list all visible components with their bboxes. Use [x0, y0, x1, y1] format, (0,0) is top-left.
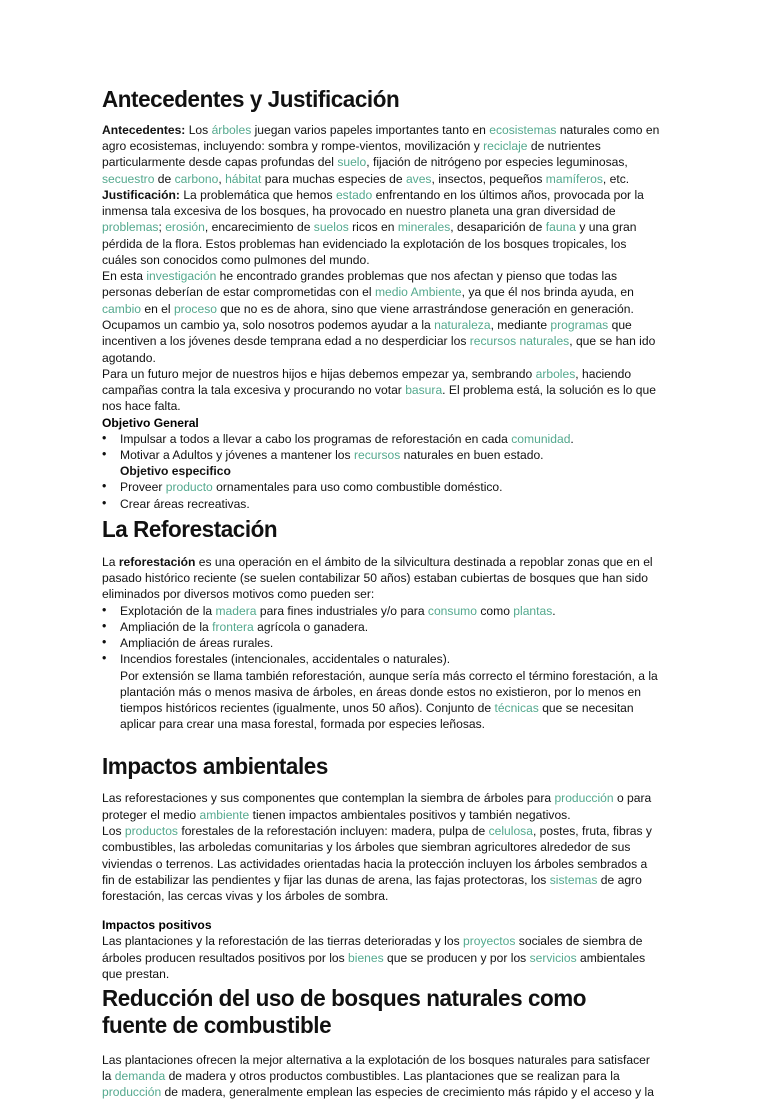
link-carbono[interactable]: carbono [174, 171, 219, 186]
paragraph-impactos-2 [102, 823, 660, 904]
link-bienes[interactable]: bienes [348, 950, 384, 965]
paragraph-reforestacion-closing [120, 668, 660, 733]
text-run: en el [141, 301, 174, 316]
heading-impactos-ambientales: Impactos ambientales [102, 752, 328, 779]
text-run: que se necesitan aplicar para crear una masa forestal, formada por especies leñosas. [120, 701, 634, 732]
text-run: Proveer [120, 480, 166, 495]
link-ambiente[interactable]: ambiente [199, 807, 250, 822]
paragraph-justificacion-3 [102, 317, 660, 366]
text-run: que no es de ahora, sino que viene arrastrándose generación en generación. [216, 301, 634, 316]
text-run: . [552, 603, 556, 618]
text-run: de madera y otros productos combustibles. Las plantaciones que se realizan para la [165, 1069, 620, 1084]
text-run: , desaparición de [450, 220, 546, 235]
text-run: o para proteger el medio [102, 791, 652, 822]
link-frontera[interactable]: frontera [212, 619, 254, 634]
text-run: Los [102, 823, 125, 838]
paragraph-impactos-1 [102, 790, 660, 823]
text-run: ; [158, 220, 166, 235]
text-run: , insectos, pequeños [431, 171, 546, 186]
paragraph-antecedentes [102, 122, 660, 187]
text-run: , encarecimiento de [204, 220, 314, 235]
list-item [120, 603, 660, 619]
link-suelo[interactable]: suelo [337, 155, 367, 170]
link-celulosa[interactable]: celulosa [488, 823, 533, 838]
text-run: y una gran pérdida de la flora. Estos problemas han evidenciado la explotación de los bosques tropicales, los cuáles son conocidos como pulmones del mundo. [102, 220, 637, 267]
link-cambio[interactable]: cambio [102, 301, 141, 316]
justificacion-label: Justificación: [102, 187, 180, 202]
text-run: Motivar a Adultos y jóvenes a mantener los [120, 447, 354, 462]
link-reciclaje[interactable]: reciclaje [483, 139, 528, 154]
text-run: para fines industriales y/o para [256, 603, 428, 618]
paragraph-reforestacion-intro [102, 554, 660, 603]
text-run: , ya que él nos brinda ayuda, en [461, 285, 634, 300]
text-run: que se producen y por los [383, 950, 530, 965]
list-item [120, 635, 660, 651]
link-recursos[interactable]: recursos [353, 447, 401, 462]
text-run: , haciendo campañas contra la tala excesiva y procurando no votar [102, 366, 632, 398]
link-servicios[interactable]: servicios [529, 950, 577, 965]
link-mamiferos[interactable]: mamíferos [545, 171, 603, 186]
text-run: he encontrado grandes problemas que nos afectan y pienso que todas las personas deberían de estar comprometidas con el [102, 269, 618, 300]
text-run: Los [185, 122, 212, 137]
paragraph-impactos-positivos [102, 933, 660, 982]
link-medio-ambiente[interactable]: medio Ambiente [374, 285, 462, 300]
text-run: como [476, 603, 514, 618]
text-run: para muchas especies de [261, 171, 406, 186]
text-run: , [218, 171, 226, 186]
link-produccion[interactable]: producción [554, 791, 614, 806]
text-run: , etc. [602, 171, 630, 186]
document-body [102, 86, 660, 1101]
list-item [120, 479, 660, 495]
objetivos-list [102, 431, 660, 512]
text-run: . [570, 431, 574, 446]
text-run: de nutrientes particularmente desde capas profundas del [102, 139, 601, 170]
link-arboles-2[interactable]: arboles [535, 366, 576, 381]
heading-objetivo-general: Objetivo General [102, 415, 199, 430]
text-run: de [154, 171, 175, 186]
paragraph-justificacion-4 [102, 366, 660, 415]
text-run: Ampliación de áreas rurales. [120, 636, 274, 651]
heading-reduccion-uso-bosques: Reducción del uso de bosques naturales como fuente de combustible [102, 985, 587, 1038]
text-run: En esta [102, 269, 147, 284]
link-produccion-2[interactable]: producción [102, 1085, 162, 1100]
link-sistemas[interactable]: sistemas [549, 872, 598, 887]
text-run: de madera, generalmente emplean las especies de crecimiento más rápido y el acceso y la [161, 1085, 654, 1100]
text-run: . El problema está, la solución es lo que nos hace falta. [102, 383, 656, 414]
link-programas[interactable]: programas [550, 317, 609, 332]
link-erosion[interactable]: erosión [165, 220, 205, 235]
text-run: Para un futuro mejor de nuestros hijos e hijas debemos empezar ya, sembrando [102, 366, 536, 381]
text-run: Incendios forestales (intencionales, accidentales o naturales). [120, 652, 451, 667]
link-basura[interactable]: basura [405, 383, 443, 398]
text-run: de agro forestación, las cercas vivas y los árboles de sombra. [102, 872, 642, 904]
text-run: Las plantaciones ofrecen la mejor alternativa a la explotación de los bosques naturales para satisfacer la [102, 1052, 650, 1084]
text-run: que incentiven a los jóvenes desde temprana edad a no desperdiciar los [102, 317, 632, 349]
list-item [120, 496, 660, 512]
heading-objetivo-especifico: Objetivo especifico [120, 464, 231, 479]
link-aves[interactable]: aves [405, 171, 432, 186]
text-run: Crear áreas recreativas. [120, 496, 250, 511]
reforestacion-causes-list [102, 603, 660, 733]
link-comunidad[interactable]: comunidad [511, 431, 571, 446]
link-minerales[interactable]: minerales [397, 220, 451, 235]
link-producto[interactable]: producto [165, 480, 213, 495]
link-proceso[interactable]: proceso [173, 301, 217, 316]
link-naturaleza[interactable]: naturaleza [434, 317, 491, 332]
text-run: tienen impactos ambientales positivos y también negativos. [249, 807, 571, 822]
list-item [120, 651, 660, 667]
link-productos[interactable]: productos [124, 823, 178, 838]
link-recursos-naturales[interactable]: recursos naturales [469, 334, 570, 349]
link-demanda[interactable]: demanda [114, 1069, 166, 1084]
text-run: Ocupamos un cambio ya, solo nosotros podemos ayudar a la [102, 317, 435, 332]
heading-la-reforestacion: La Reforestación [102, 515, 278, 542]
text-run: Ampliación de la [120, 619, 213, 634]
text-run: La problemática que hemos [179, 187, 336, 202]
heading-impactos-positivos: Impactos positivos [102, 918, 212, 933]
link-madera[interactable]: madera [215, 603, 257, 618]
text-run: naturales como en agro ecosistemas, incluyendo: sombra y rompe-vientos, movilización y [102, 122, 660, 154]
page-title: Antecedentes y Justificación [102, 86, 400, 112]
text-run: es una operación en el ámbito de la silvicultura destinada a repoblar zonas que en el pasado histórico reciente (se suelen contabilizar 50 años) estaban cubiertas de bosques que han sido eliminados por diversos motivos como pueden ser: [102, 554, 653, 602]
text-run: ambientales que prestan. [102, 950, 646, 981]
link-tecnicas[interactable]: técnicas [494, 701, 539, 716]
link-consumo[interactable]: consumo [427, 603, 477, 618]
link-problemas[interactable]: problemas [102, 220, 159, 235]
text-run: ornamentales para uso como combustible doméstico. [212, 480, 503, 495]
antecedentes-label: Antecedentes: [102, 122, 186, 137]
list-item [120, 619, 660, 635]
text-run: ricos en [348, 220, 398, 235]
link-plantas[interactable]: plantas [513, 603, 553, 618]
list-item [120, 431, 660, 447]
text-run: naturales en buen estado. [400, 447, 544, 462]
link-ecosistemas[interactable]: ecosistemas [489, 122, 557, 137]
list-item [120, 447, 660, 463]
link-fauna[interactable]: fauna [545, 220, 576, 235]
text-run: sociales de siembra de árboles producen resultados positivos por los [102, 934, 643, 965]
text-run: , fijación de nitrógeno por especies leguminosas, [366, 155, 628, 170]
bold-reforestacion: reforestación [118, 554, 196, 569]
text-run: enfrentando en los últimos años, provocada por la inmensa tala excesiva de los bosques, ha provocado en nuestro planeta una gran diversidad de [102, 187, 644, 219]
link-secuestro[interactable]: secuestro [102, 171, 155, 186]
link-estado[interactable]: estado [335, 187, 373, 202]
text-run: Impulsar a todos a llevar a cabo los programas de reforestación en cada [120, 431, 512, 446]
paragraph-justificacion-2 [102, 268, 660, 317]
link-proyectos[interactable]: proyectos [463, 934, 516, 949]
link-arboles[interactable]: árboles [211, 122, 252, 137]
text-run: , postes, fruta, fibras y combustibles, las arboledas comunitarias y los árboles que siembran agricultores alrededor de sus viviendas o terrenos. Las actividades orientadas hacia la protección incluyen los árboles sembrados a fin de estabilizar las pendientes y fijar las dunas de arena, las fajas protectoras, los [102, 823, 652, 887]
paragraph-justificacion-1 [102, 187, 660, 268]
link-habitat[interactable]: hábitat [225, 171, 262, 186]
text-run: Las reforestaciones y sus componentes que contemplan la siembra de árboles para [102, 791, 555, 806]
text-run: forestales de la reforestación incluyen: madera, pulpa de [177, 823, 489, 838]
link-investigacion[interactable]: investigación [146, 269, 217, 284]
text-run: Las plantaciones y la reforestación de las tierras deterioradas y los [102, 934, 463, 949]
text-run: agrícola o ganadera. [253, 619, 369, 634]
text-run: , que se han ido agotando. [102, 334, 656, 365]
paragraph-reduccion [102, 1052, 660, 1101]
text-run: La [102, 554, 119, 569]
text-run: Explotación de la [120, 603, 216, 618]
text-run: , mediante [490, 317, 551, 332]
text-run: juegan varios papeles importantes tanto en [251, 122, 490, 137]
text-run: Por extensión se llama también reforestación, aunque sería más correcto el término forestación, a la plantación más o menos masiva de árboles, en áreas donde estos no existieron, por lo menos en tiempos históricos recientes (igualmente, unos 50 años). Conjunto de [120, 668, 658, 716]
link-suelos[interactable]: suelos [313, 220, 349, 235]
